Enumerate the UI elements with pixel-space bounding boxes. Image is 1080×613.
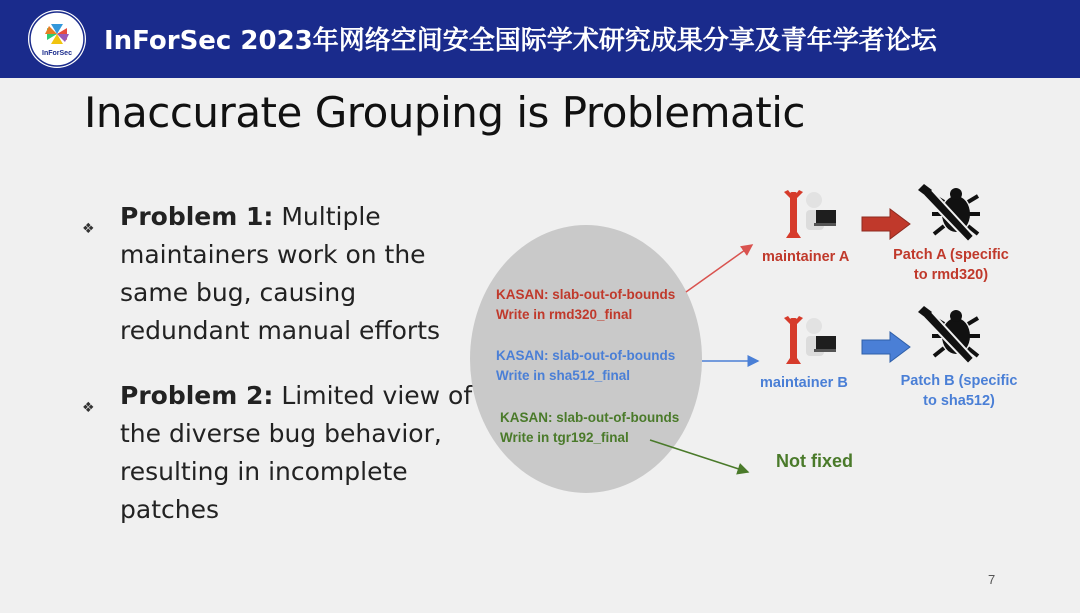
bullet-label: Problem 1:	[120, 202, 274, 231]
report-line: KASAN: slab-out-of-bounds	[496, 348, 676, 363]
not-fixed-label: Not fixed	[776, 451, 854, 471]
arrow-to-not-fixed	[650, 440, 748, 472]
patch-b-label	[896, 371, 1022, 411]
patch-line: Patch A (specific	[893, 247, 1009, 263]
block-arrow-a	[862, 209, 910, 239]
logo-text: InForSec	[42, 50, 72, 57]
report-line: Write in sha512_final	[496, 368, 631, 383]
bullet-text: Limited view of the diverse bug behavior, resulting in incomplete patches	[120, 381, 473, 524]
patch-a-label	[888, 245, 1014, 285]
wrench-person-icon	[778, 188, 840, 249]
wrench-person-icon	[778, 314, 840, 375]
report-line: Write in tgr192_final	[500, 430, 629, 445]
patch-line: to sha512)	[923, 393, 995, 409]
report-line: Write in rmd320_final	[496, 307, 633, 322]
page-number: 7	[988, 572, 996, 587]
slide-title: Inaccurate Grouping is Problematic	[84, 88, 805, 137]
header-title: InForSec 2023年网络空间安全国际学术研究成果分享及青年学者论坛	[104, 26, 937, 56]
bullet-marker-icon: ❖	[82, 221, 95, 237]
arrow-to-maintainer-a	[686, 245, 752, 292]
report-line: KASAN: slab-out-of-bounds	[500, 410, 680, 425]
bug-fix-icon	[918, 184, 982, 251]
bullet-marker-icon: ❖	[82, 400, 95, 416]
bug-fix-icon	[918, 306, 982, 373]
patch-line: Patch B (specific	[900, 373, 1018, 389]
bullet-text: Multiple maintainers work on the same bug, causing redundant manual efforts	[120, 202, 441, 345]
bullet-label: Problem 2:	[120, 381, 274, 410]
patch-line: to rmd320)	[913, 267, 989, 283]
block-arrow-b	[862, 332, 910, 362]
report-line: KASAN: slab-out-of-bounds	[496, 287, 676, 302]
maintainer-b-label: maintainer B	[760, 375, 848, 391]
maintainer-a-label: maintainer A	[762, 249, 850, 265]
